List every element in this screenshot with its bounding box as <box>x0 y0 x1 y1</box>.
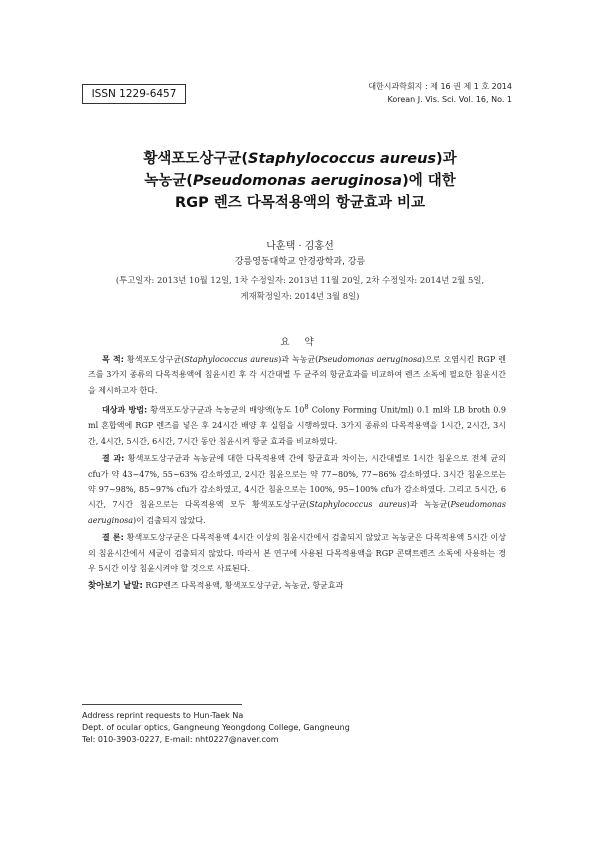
abstract-heading: 요 약 <box>280 337 320 348</box>
footnote-divider <box>82 704 242 705</box>
abstract-conclusion: 결 론: 황색포도상구균은 다목적용액 4시간 이상의 침윤시간에서 검출되지 않았고 녹농균은 다목적용액 5시간 이상의 침윤시간에서 세균이 검출되지 않았다. 따라서 본 연구에 사용된 다목적용액을 RGP 콘택트렌즈 소독에 사용하는 경우 5시간 이상 침윤시켜야 할 것으로 사료된다. <box>88 533 506 573</box>
journal-info <box>368 80 512 106</box>
journal-korean: 대한시과학회지 : 제 16 권 제 1 호 2014 <box>368 82 512 91</box>
abstract-methods: 대상과 방법: 황색포도상구균과 녹농균의 배양액(농도 $10^8$ Colony Forming Unit/ml) 0.1 ml와 LB broth 0.9 ml 혼합액에 RGP 렌즈를 넣은 후 24시간 배양 후 실험을 시행하였다. 3가지 종류의 다목적용액을 1시간, 2시간, 3시간, 4시간, 5시간, 6시간, 7시간 동안 침윤시켜 항균 효과를 비교하였다. <box>88 403 506 446</box>
title-line-2: 녹농균(Pseudomonas aeruginosa)에 대한 <box>144 173 456 189</box>
abstract-purpose: 목 적: 황색포도상구균(Staphylococcus aureus)과 녹농균(Pseudomonas aeruginosa)으로 오염시킨 RGP 렌즈를 3가지 종류의 다목적용액에 침윤시킨 후 각 시간대별 두 균주의 항균효과를 비교하여 렌즈 소독에 필요한 침윤시간을 제시하고자 한다. <box>88 355 506 395</box>
journal-english: Korean J. Vis. Sci. Vol. 16, No. 1 <box>387 95 512 104</box>
footnote: Address reprint requests to Hun-Taek Na Dept. of ocular optics, Gangneung Yeongdong College, Gangneung Tel: 010-3903-0227, E-mail: nht0227@naver.com <box>82 711 350 744</box>
issn-box: ISSN 1229-6457 <box>82 84 186 104</box>
title-line-1: 황색포도상구균(Staphylococcus aureus)과 <box>143 151 457 167</box>
abstract <box>88 352 506 596</box>
affiliation: 강릉영동대학교 안경광학과, 강릉 <box>234 257 366 267</box>
keywords: 찾아보기 낱말: RGP렌즈 다목적용액, 황색포도상구균, 녹농균, 항균효과 <box>88 580 344 591</box>
authors: 나훈택 · 김홍선 <box>266 241 334 252</box>
abstract-results: 결 과: 황색포도상구균과 녹농균에 대한 다목적용액 간에 항균효과 차이는, 시간대별로 1시간 침윤으로 전체 균의 cfu가 약 43~47%, 55~63% 감소하였고, 2시간 침윤으로는 약 77~80%, 77~86% 감소하였다. 3시간 침윤으로는 약 97~98%, 85~97% cfu가 감소하였고, 4시간 침윤으로는 100%, 95~100% cfu가 감소하였다. 그리고 5시간, 6시간, 7시간 침윤으로는 다목적용액 모두 황색포도상구균(Staphylococcus aureus)과 녹농균(Pseudomonas aeruginosa)이 검출되지 않았다. <box>88 454 506 525</box>
paper-title <box>60 148 540 214</box>
title-line-3: RGP 렌즈 다목적용액의 항균효과 비교 <box>175 195 425 211</box>
submission-dates: (투고일자: 2013년 10월 12일, 1차 수정일자: 2013년 11월 20일, 2차 수정일자: 2014년 2월 5일, 게재확정일자: 2014년 3월 8일) <box>115 275 485 301</box>
